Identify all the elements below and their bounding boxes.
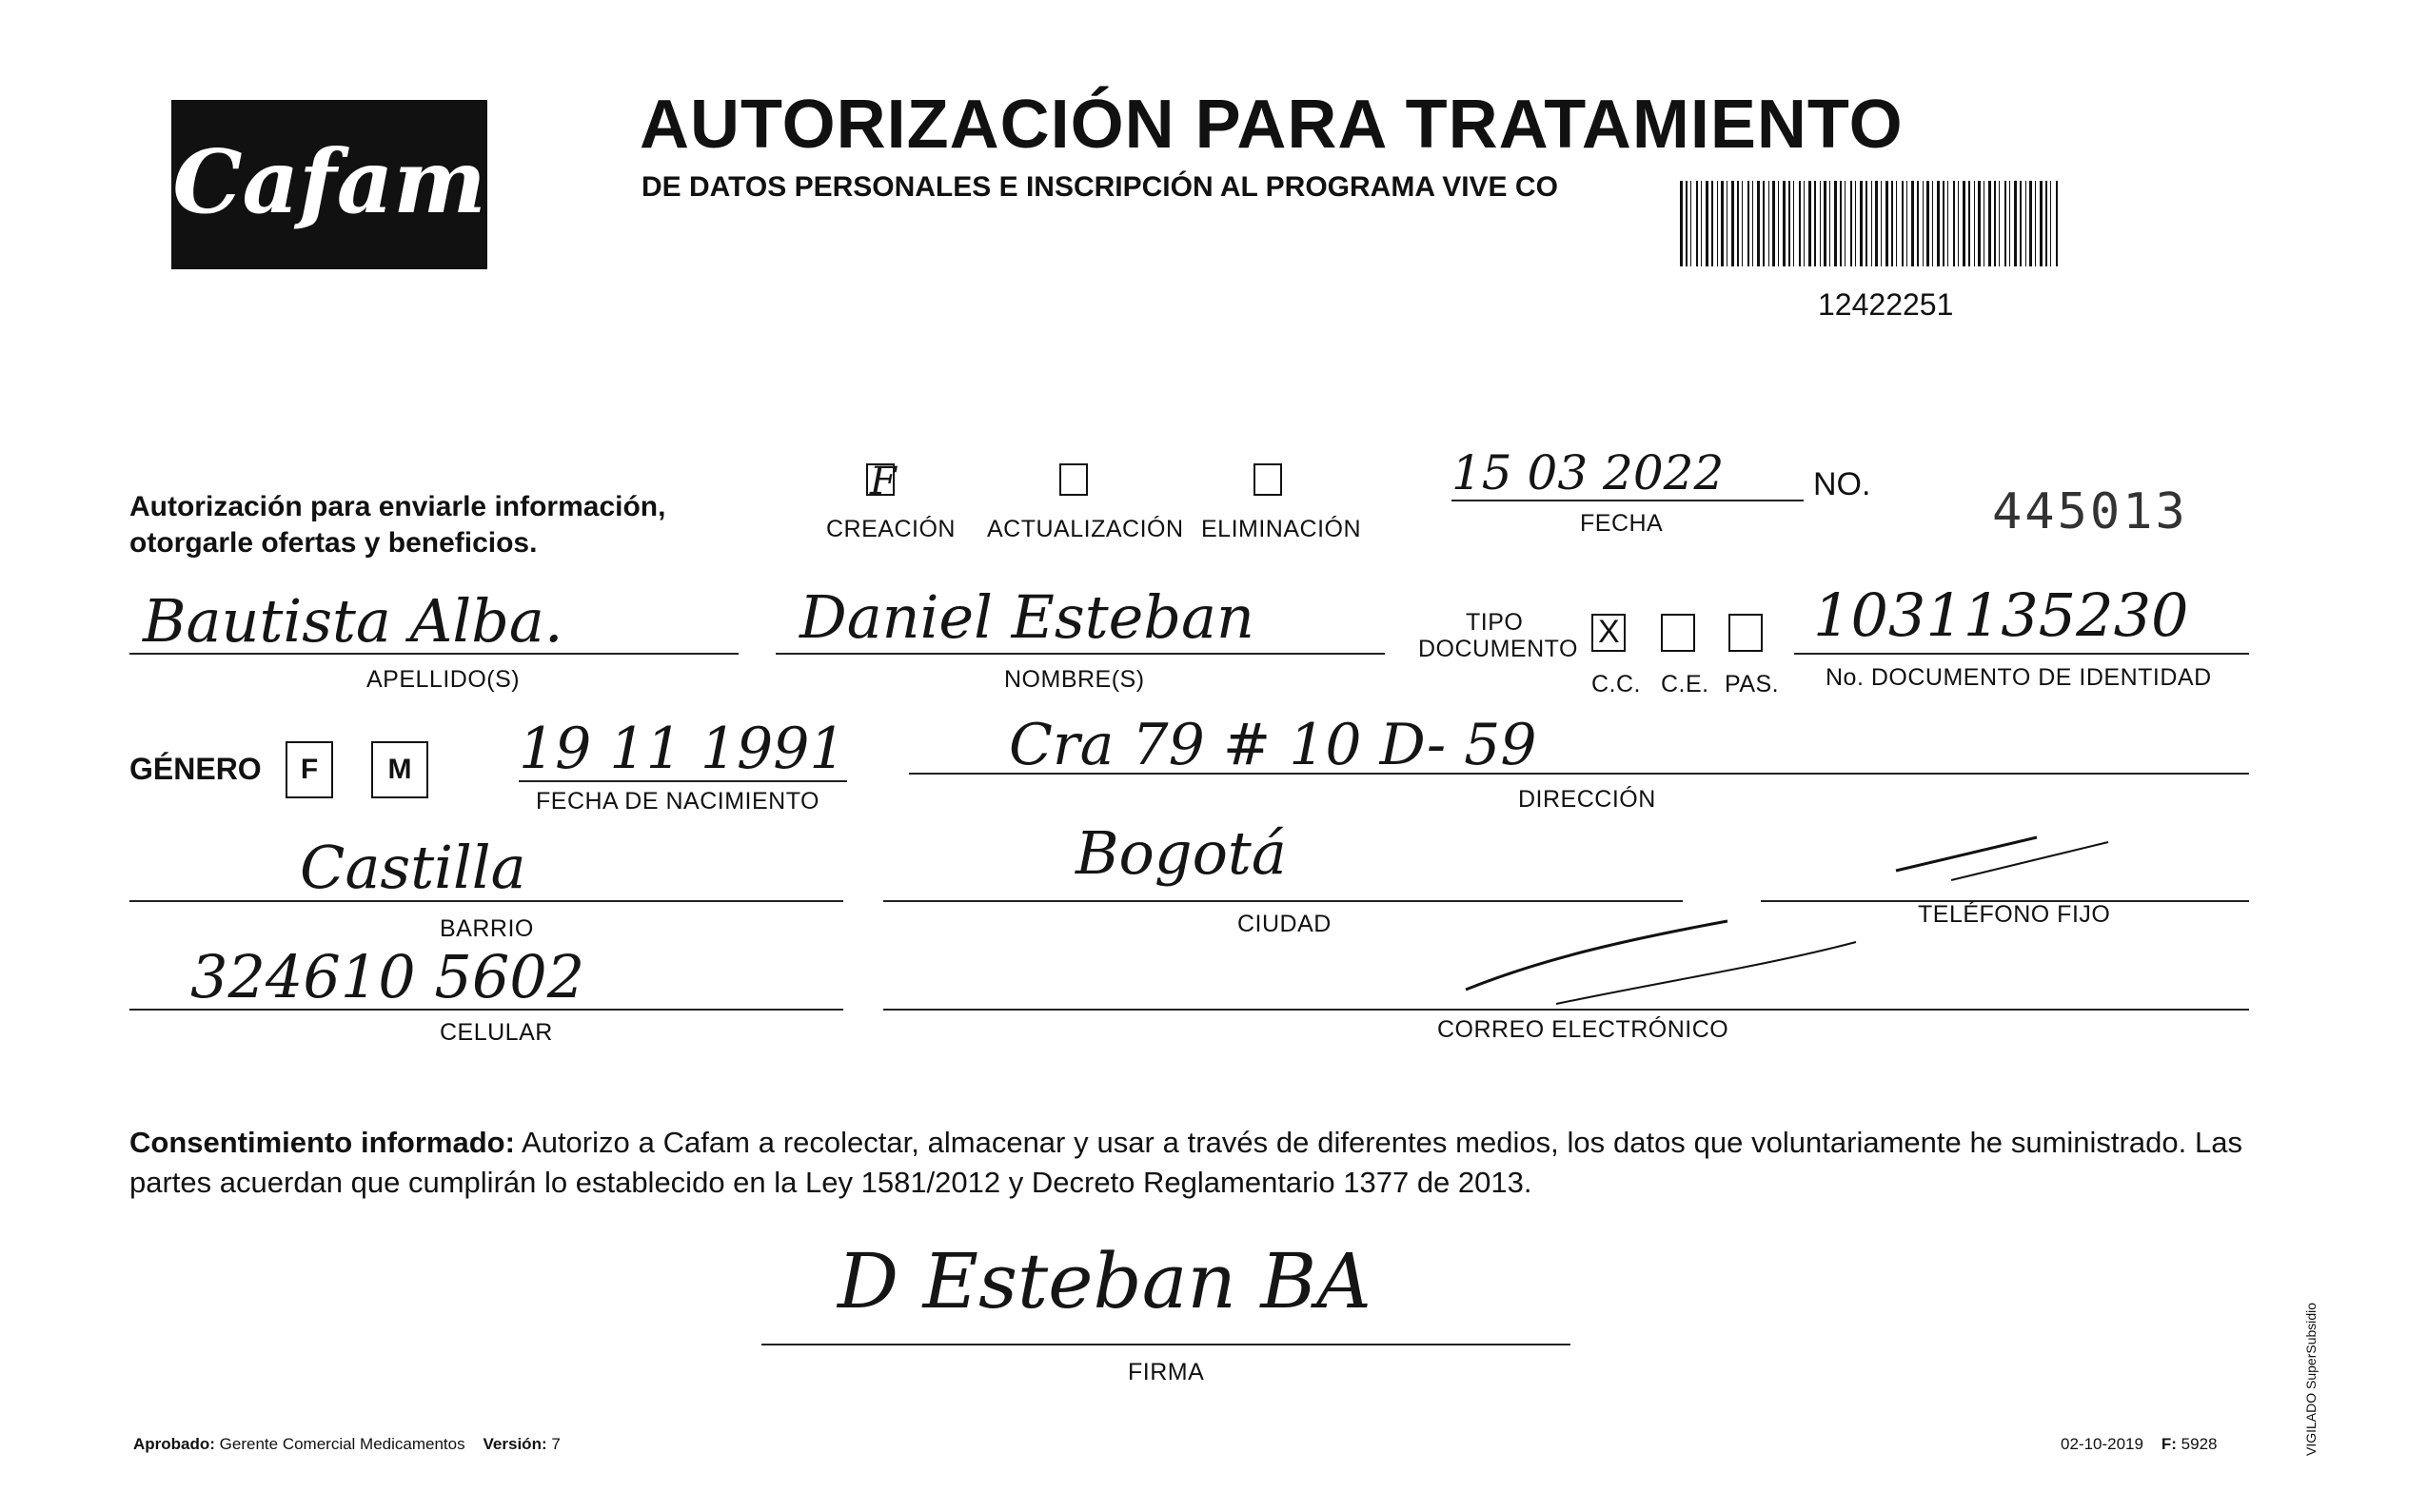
creacion-check-mark: F <box>870 460 897 503</box>
cc-label: C.C. <box>1591 671 1641 697</box>
tipo-documento-label-1: TIPO <box>1466 609 1524 636</box>
footer-approval <box>133 1435 561 1454</box>
form-number: 445013 <box>1992 483 2188 540</box>
actualizacion-label: ACTUALIZACIÓN <box>987 516 1184 542</box>
ciudad-value[interactable]: Bogotá <box>1076 818 1287 888</box>
footer-form-code <box>2061 1435 2217 1454</box>
barrio-label: BARRIO <box>440 915 534 942</box>
direccion-underline <box>909 773 2249 775</box>
nombres-underline <box>776 653 1385 655</box>
barcode-bar <box>1926 181 1929 266</box>
pas-label: PAS. <box>1725 671 1780 697</box>
ciudad-label: CIUDAD <box>1237 911 1332 937</box>
barcode-bar <box>2050 181 2051 266</box>
fecha-label: FECHA <box>1580 510 1664 537</box>
barcode-number: 12422251 <box>1818 287 1954 322</box>
barcode-bar <box>1690 181 1691 266</box>
fecha-underline <box>1451 500 1804 501</box>
logo-text: Cafam <box>172 130 486 233</box>
barcode-bar <box>1911 181 1914 266</box>
telefono-label: TELÉFONO FIJO <box>1918 901 2111 928</box>
barcode-bar <box>1885 181 1888 266</box>
barcode-bar <box>1829 181 1830 266</box>
barcode-bar <box>1850 181 1852 266</box>
barcode-bar <box>2045 181 2047 266</box>
barcode-bar <box>1783 181 1786 266</box>
barcode-bar <box>1717 181 1718 266</box>
direccion-label: DIRECCIÓN <box>1518 786 1656 813</box>
cc-checkbox[interactable] <box>1591 614 1626 652</box>
barcode-bar <box>1711 181 1713 266</box>
barcode-bar <box>2020 181 2022 266</box>
fecha-nacimiento-underline <box>519 780 847 782</box>
barcode-bar <box>1820 181 1821 266</box>
barcode-bar <box>1923 181 1924 266</box>
consent-heading: Consentimiento informado: <box>129 1126 515 1159</box>
genero-label: GÉNERO <box>129 752 262 786</box>
barcode-bar <box>1917 181 1919 266</box>
actualizacion-checkbox[interactable] <box>1059 463 1088 496</box>
barcode-bar <box>1891 181 1893 266</box>
barcode-bar <box>1988 181 1991 266</box>
barcode-bar <box>1814 181 1816 266</box>
barcode-bar <box>1834 181 1837 266</box>
telefono-strike <box>1894 828 2113 894</box>
barcode-bar <box>2029 181 2032 266</box>
intro-line-1: Autorización para enviarle información, <box>129 491 666 522</box>
fecha-nacimiento-value[interactable]: 19 11 1991 <box>519 716 846 782</box>
barcode-bar <box>2035 181 2036 266</box>
barcode <box>1680 181 2065 266</box>
footer-date: 02-10-2019 <box>2061 1435 2143 1453</box>
barcode-bar <box>1865 181 1867 266</box>
correo-label: CORREO ELECTRÓNICO <box>1437 1016 1729 1043</box>
signature-underline <box>761 1344 1570 1345</box>
barcode-bar <box>1737 181 1739 266</box>
ciudad-underline <box>883 900 1683 902</box>
barcode-bar <box>1752 181 1753 266</box>
documento-value[interactable]: 1031135230 <box>1813 580 2189 650</box>
barcode-bar <box>1804 181 1805 266</box>
barcode-bar <box>1855 181 1856 266</box>
barcode-bar <box>1974 181 1975 266</box>
signature-value[interactable]: D Esteban BA <box>838 1237 1372 1325</box>
barcode-bar <box>1947 181 1948 266</box>
creacion-checkbox[interactable] <box>866 460 897 503</box>
version-value: 7 <box>551 1435 561 1453</box>
barcode-bar <box>1731 181 1734 266</box>
barcode-bar <box>1793 181 1794 266</box>
tipo-documento-label-2: DOCUMENTO <box>1418 636 1578 662</box>
correo-strike <box>1461 913 1861 1009</box>
barcode-bar <box>1875 181 1878 266</box>
barcode-bar <box>1937 181 1940 266</box>
aprobado-label: Aprobado: <box>133 1435 215 1453</box>
barcode-bar <box>1963 181 1965 266</box>
fecha-nacimiento-label: FECHA DE NACIMIENTO <box>536 788 819 815</box>
barcode-bar <box>1763 181 1765 266</box>
barcode-bar <box>1757 181 1760 266</box>
barcode-bar <box>1680 181 1683 266</box>
cc-check-mark: X <box>1598 614 1620 650</box>
barcode-bar <box>1871 181 1872 266</box>
barcode-bar <box>2004 181 2006 266</box>
form-title: AUTORIZACIÓN PARA TRATAMIENTO <box>640 87 1904 163</box>
barcode-bar <box>1696 181 1698 266</box>
barcode-bar <box>1953 181 1955 266</box>
form-code-value: 5928 <box>2181 1435 2218 1453</box>
form-subtitle: DE DATOS PERSONALES E INSCRIPCIÓN AL PROGRAMA VIVE CO <box>642 171 1558 203</box>
ce-label: C.E. <box>1661 671 1709 697</box>
barcode-bar <box>1994 181 1996 266</box>
barcode-bar <box>2014 181 2017 266</box>
ce-checkbox[interactable] <box>1661 614 1695 652</box>
barcode-bar <box>1968 181 1970 266</box>
nombres-label: NOMBRE(S) <box>1004 666 1145 693</box>
barcode-bar <box>2056 181 2058 266</box>
barcode-bar <box>1742 181 1743 266</box>
barcode-bar <box>2040 181 2043 266</box>
intro-line-2: otorgarle ofertas y beneficios. <box>129 527 538 559</box>
consent-text: Autorizo a Cafam a recolectar, almacenar y usar a través de diferentes medios, los datos que voluntariamente he suministrado. Las partes acuerdan que cumplirán lo establecido en la Ley 1581/2012 y Decreto Reglamentario 1377 de 2013. <box>129 1126 2242 1199</box>
barcode-bar <box>1772 181 1775 266</box>
signature-label: FIRMA <box>1128 1359 1205 1385</box>
creacion-label: CREACIÓN <box>826 516 956 542</box>
barcode-bar <box>1840 181 1842 266</box>
vigilado-text: VIGILADO SuperSubsidio <box>2303 1302 2319 1456</box>
genero-m-checkbox[interactable]: M <box>371 741 428 798</box>
barcode-bar <box>1999 181 2000 266</box>
version-label: Versión: <box>483 1435 547 1453</box>
barrio-underline <box>129 900 843 902</box>
barcode-bar <box>1845 181 1846 266</box>
barcode-bar <box>1706 181 1708 266</box>
barcode-bar <box>1978 181 1981 266</box>
barcode-bar <box>1701 181 1702 266</box>
no-label: NO. <box>1813 466 1871 502</box>
celular-value[interactable]: 324610 5602 <box>190 942 585 1011</box>
barcode-bar <box>2009 181 2010 266</box>
barcode-bar <box>1881 181 1882 266</box>
nombres-value[interactable]: Daniel Esteban <box>799 582 1254 652</box>
genero-f-checkbox[interactable]: F <box>286 741 333 798</box>
consent-paragraph <box>129 1123 2242 1203</box>
apellidos-label: APELLIDO(S) <box>366 666 521 693</box>
eliminacion-label: ELIMINACIÓN <box>1201 516 1362 542</box>
aprobado-value: Gerente Comercial Medicamentos <box>219 1435 465 1453</box>
barcode-bar <box>1958 181 1959 266</box>
cafam-logo <box>171 100 487 269</box>
barcode-bar <box>1932 181 1933 266</box>
barcode-bar <box>1943 181 1944 266</box>
celular-label: CELULAR <box>440 1019 553 1046</box>
documento-underline <box>1794 653 2249 655</box>
barcode-bar <box>1721 181 1724 266</box>
form-code-label: F: <box>2161 1435 2177 1453</box>
barcode-bar <box>1747 181 1749 266</box>
barcode-bar <box>1896 181 1897 266</box>
barcode-bar <box>1799 181 1801 266</box>
eliminacion-checkbox[interactable] <box>1253 463 1282 496</box>
barcode-bar <box>1824 181 1826 266</box>
barcode-bar <box>1778 181 1779 266</box>
correo-underline <box>883 1009 2249 1011</box>
apellidos-value[interactable]: Bautista Alba. <box>143 586 563 656</box>
documento-label: No. DOCUMENTO DE IDENTIDAD <box>1826 664 2212 691</box>
barcode-bar <box>2025 181 2026 266</box>
apellidos-underline <box>129 653 739 655</box>
direccion-value[interactable]: Cra 79 # 10 D- 59 <box>1009 712 1537 778</box>
barrio-value[interactable]: Castilla <box>300 833 526 902</box>
barcode-bar <box>1768 181 1769 266</box>
barcode-bar <box>1906 181 1907 266</box>
barcode-bar <box>1808 181 1811 266</box>
pas-checkbox[interactable] <box>1728 614 1763 652</box>
barcode-bar <box>1788 181 1790 266</box>
celular-underline <box>129 1009 843 1011</box>
fecha-value[interactable]: 15 03 2022 <box>1451 445 1725 501</box>
barcode-bar <box>1686 181 1688 266</box>
barcode-bar <box>1860 181 1863 266</box>
barcode-bar <box>1902 181 1904 266</box>
authorization-intro <box>129 489 665 561</box>
